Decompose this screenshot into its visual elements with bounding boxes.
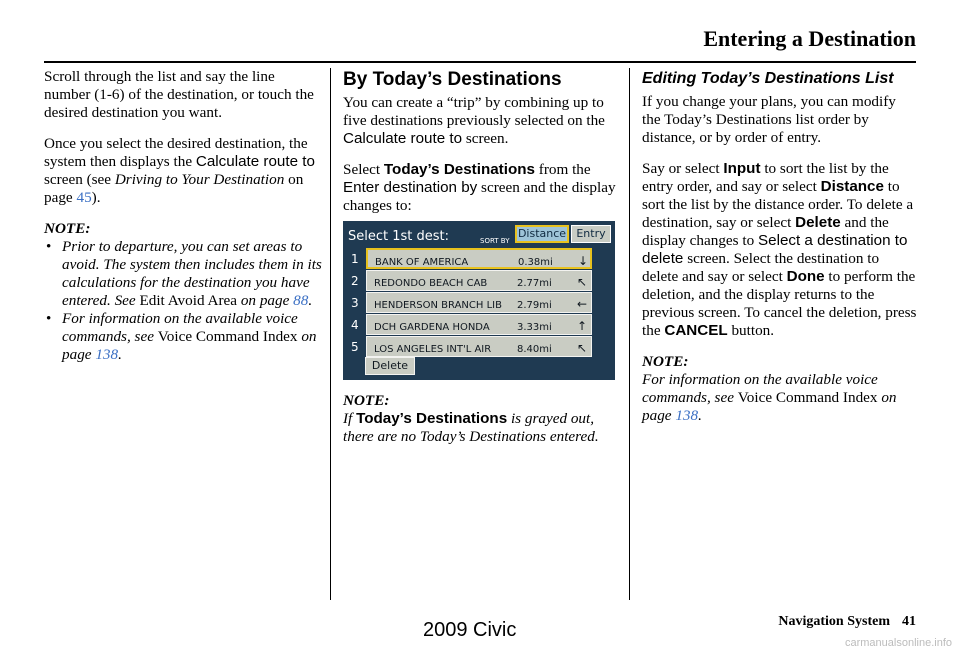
ui-term: Today’s Destinations bbox=[356, 410, 508, 427]
ui-term: Input bbox=[723, 160, 761, 177]
text: is grayed out, there are no Today’s Destinations entered. bbox=[343, 410, 599, 445]
row-number: 2 bbox=[351, 274, 359, 288]
destination-distance: 3.33mi bbox=[517, 322, 552, 333]
text: on page bbox=[44, 171, 304, 206]
destination-distance: 0.38mi bbox=[518, 257, 553, 268]
middle-column bbox=[343, 68, 618, 446]
ui-term: Done bbox=[786, 268, 825, 285]
ui-term: Delete bbox=[795, 214, 841, 231]
destination-button[interactable] bbox=[366, 336, 592, 357]
destination-name: REDONDO BEACH CAB bbox=[374, 278, 488, 289]
destination-button[interactable] bbox=[366, 314, 592, 335]
note-text bbox=[642, 371, 918, 425]
ui-term: Calculate route to bbox=[343, 130, 463, 147]
page-title: Entering a Destination bbox=[703, 26, 916, 51]
sort-by-label: SORT BY bbox=[480, 237, 510, 245]
destination-row[interactable] bbox=[348, 270, 610, 291]
paragraph bbox=[44, 135, 322, 207]
text: You can create a “trip” by combining up to five destinations previously selected on the bbox=[343, 94, 605, 129]
text: on page bbox=[62, 328, 317, 363]
text: If bbox=[343, 410, 357, 427]
direction-arrow-icon: ← bbox=[577, 297, 588, 311]
destination-button[interactable] bbox=[366, 270, 592, 291]
destination-distance: 2.77mi bbox=[517, 278, 552, 289]
xref-title: Voice Command Index bbox=[157, 328, 298, 345]
destination-distance: 8.40mi bbox=[517, 344, 552, 355]
ui-term: Enter destination by bbox=[343, 179, 478, 196]
text: button. bbox=[727, 322, 775, 339]
text: Select bbox=[343, 161, 384, 178]
model-label: 2009 Civic bbox=[423, 619, 517, 641]
text: . bbox=[308, 292, 313, 309]
note-heading: NOTE: bbox=[44, 220, 91, 237]
destination-row[interactable] bbox=[348, 336, 610, 357]
destination-row[interactable] bbox=[348, 248, 610, 269]
text: from the bbox=[534, 161, 591, 178]
text: to perform the deletion, and the display returns to the previous screen. To cancel the deletion, press the bbox=[642, 268, 917, 339]
column-divider bbox=[629, 68, 630, 600]
text: . bbox=[698, 407, 702, 424]
list-item bbox=[44, 310, 322, 364]
section-name: Navigation System bbox=[778, 614, 890, 629]
section-heading: By Today’s Destinations bbox=[343, 69, 562, 90]
xref-title: Driving to Your Destination bbox=[114, 171, 285, 188]
paragraph: If you change your plans, you can modify the Today’s Destinations list order by distance, or by order of entry. bbox=[642, 93, 896, 146]
text: For information on the available voice commands, see bbox=[642, 371, 878, 406]
ui-term: Select a destination to delete bbox=[642, 232, 908, 267]
footer-section bbox=[778, 614, 916, 630]
ui-term: Calculate route to bbox=[195, 153, 315, 170]
row-number: 5 bbox=[351, 340, 359, 354]
destination-name: HENDERSON BRANCH LIB bbox=[374, 300, 502, 311]
delete-button[interactable]: Delete bbox=[365, 357, 415, 375]
navigation-screen-image bbox=[343, 221, 615, 380]
page-link[interactable]: 138 bbox=[95, 346, 119, 363]
direction-arrow-icon: ↖ bbox=[577, 341, 588, 355]
destination-name: DCH GARDENA HONDA bbox=[374, 322, 490, 333]
text: screen (see bbox=[44, 171, 115, 188]
direction-arrow-icon: ↑ bbox=[577, 319, 588, 333]
paragraph: Scroll through the list and say the line number (1-6) of the destination, or touch the desired destination you want. bbox=[44, 68, 314, 121]
note-text bbox=[343, 410, 618, 446]
page-number: 41 bbox=[902, 614, 916, 629]
text: Say or select bbox=[642, 160, 724, 177]
sort-entry-button[interactable]: Entry bbox=[571, 225, 611, 243]
destination-name: BANK OF AMERICA bbox=[375, 257, 469, 268]
text: on page bbox=[237, 292, 294, 309]
watermark: carmanualsonline.info bbox=[844, 637, 952, 649]
destination-row[interactable] bbox=[348, 314, 610, 335]
list-item bbox=[44, 238, 322, 310]
sort-distance-button[interactable]: Distance bbox=[515, 225, 569, 243]
page-link[interactable]: 45 bbox=[76, 189, 92, 206]
text: Once you select the desired destination, the system then displays the bbox=[44, 135, 308, 170]
destination-row[interactable] bbox=[348, 292, 610, 313]
text: . bbox=[118, 346, 122, 363]
text: screen and the display changes to: bbox=[343, 179, 616, 214]
note-list bbox=[44, 238, 322, 364]
text: Prior to departure, you can set areas to avoid. The system then includes them in its calculations for the destination you have entered. See bbox=[62, 238, 322, 309]
note-heading: NOTE: bbox=[642, 353, 689, 370]
right-column bbox=[642, 68, 918, 425]
screen-header: Select 1st dest: bbox=[348, 229, 450, 244]
text: For information on the available voice commands, see bbox=[62, 310, 298, 345]
left-column bbox=[44, 68, 322, 364]
text: screen. Select the destination to delete and say or select bbox=[642, 250, 880, 285]
row-number: 1 bbox=[351, 252, 359, 266]
xref-title: Voice Command Index bbox=[737, 389, 878, 406]
note-heading: NOTE: bbox=[343, 392, 390, 409]
paragraph bbox=[642, 160, 918, 340]
direction-arrow-icon: ↓ bbox=[578, 254, 589, 268]
text: and the display changes to bbox=[642, 214, 889, 249]
row-number: 4 bbox=[351, 318, 359, 332]
page-link[interactable]: 88 bbox=[293, 292, 309, 309]
column-divider bbox=[330, 68, 331, 600]
destination-button[interactable] bbox=[366, 292, 592, 313]
destination-distance: 2.79mi bbox=[517, 300, 552, 311]
paragraph bbox=[343, 161, 618, 215]
paragraph bbox=[343, 94, 618, 148]
text: ). bbox=[91, 189, 101, 206]
subsection-heading: Editing Today’s Destinations List bbox=[642, 70, 894, 87]
direction-arrow-icon: ↖ bbox=[577, 275, 588, 289]
destination-name: LOS ANGELES INT'L AIR bbox=[374, 344, 492, 355]
xref-title: Edit Avoid Area bbox=[139, 292, 238, 309]
page-link[interactable]: 138 bbox=[675, 407, 699, 424]
ui-term: CANCEL bbox=[664, 322, 728, 339]
row-number: 3 bbox=[351, 296, 359, 310]
title-rule bbox=[44, 61, 916, 63]
ui-term: Distance bbox=[820, 178, 884, 195]
text: screen. bbox=[462, 130, 509, 147]
text: to sort the list by the entry order, and say or select bbox=[642, 160, 889, 195]
text: to sort the list by the distance order. To delete a destination, say or select bbox=[642, 178, 914, 231]
ui-term: Today’s Destinations bbox=[383, 161, 535, 178]
text: on page bbox=[642, 389, 897, 424]
destination-button[interactable] bbox=[366, 248, 592, 269]
